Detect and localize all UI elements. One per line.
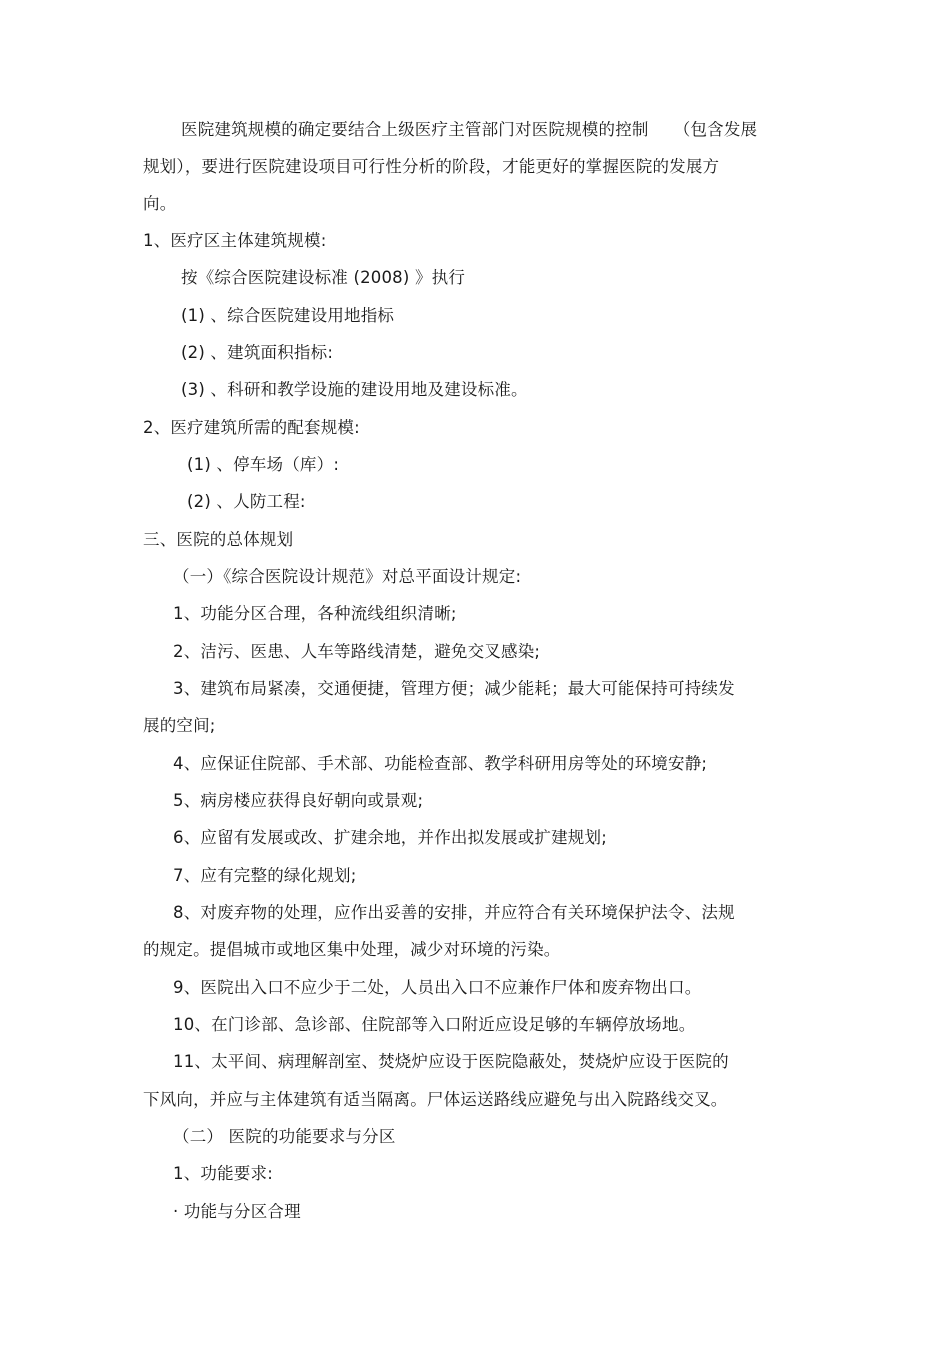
list-item-continuation: 的规定。提倡城市或地区集中处理，减少对环境的污染。 bbox=[143, 940, 561, 959]
list-item: 2、洁污、医患、人车等路线清楚，避免交叉感染; bbox=[173, 642, 541, 661]
list-item: (1) 、综合医院建设用地指标 bbox=[181, 306, 395, 325]
paragraph-intro-line-2: 规划），要进行医院建设项目可行性分析的阶段，才能更好的掌握医院的发展方 bbox=[143, 157, 720, 176]
standard-reference: 按《综合医院建设标准 (2008) 》执行 bbox=[181, 268, 466, 287]
list-item: 3、建筑布局紧凑，交通便捷，管理方便；减少能耗；最大可能保持可持续发 bbox=[173, 679, 735, 698]
list-item: (1) 、停车场（库）: bbox=[187, 455, 340, 474]
list-item: 1、功能要求: bbox=[173, 1164, 273, 1183]
list-item: 1、功能分区合理，各种流线组织清晰; bbox=[173, 604, 457, 623]
list-item: 10、在门诊部、急诊部、住院部等入口附近应设足够的车辆停放场地。 bbox=[173, 1015, 696, 1034]
bullet-item: · 功能与分区合理 bbox=[173, 1202, 301, 1221]
list-item-continuation: 下风向，并应与主体建筑有适当隔离。尸体运送路线应避免与出入院路线交叉。 bbox=[143, 1090, 728, 1109]
list-item: 7、应有完整的绿化规划; bbox=[173, 866, 357, 885]
list-item: 8、对废弃物的处理，应作出妥善的安排，并应符合有关环境保护法令、法规 bbox=[173, 903, 735, 922]
list-item: 4、应保证住院部、手术部、功能检查部、教学科研用房等处的环境安静; bbox=[173, 754, 708, 773]
section-heading-2: 2、医疗建筑所需的配套规模: bbox=[143, 418, 360, 437]
list-item: 5、病房楼应获得良好朝向或景观; bbox=[173, 791, 424, 810]
section-heading-1: 1、医疗区主体建筑规模: bbox=[143, 231, 327, 250]
list-item: (2) 、建筑面积指标: bbox=[181, 343, 334, 362]
list-item: (2) 、人防工程: bbox=[187, 492, 306, 511]
list-item: (3) 、科研和教学设施的建设用地及建设标准。 bbox=[181, 380, 528, 399]
list-item-continuation: 展的空间; bbox=[143, 716, 216, 735]
list-item: 6、应留有发展或改、扩建余地，并作出拟发展或扩建规划; bbox=[173, 828, 607, 847]
paragraph-intro-line-3: 向。 bbox=[143, 194, 177, 213]
subsection-heading: （一）《综合医院设计规范》对总平面设计规定: bbox=[173, 567, 522, 586]
list-item: 9、医院出入口不应少于二处，人员出入口不应兼作尸体和废弃物出口。 bbox=[173, 978, 702, 997]
paragraph-intro-line-1: 医院建筑规模的确定要结合上级医疗主管部门对医院规模的控制 （包含发展 bbox=[181, 120, 758, 139]
chapter-heading: 三、医院的总体规划 bbox=[143, 530, 294, 549]
subsection-heading: （二） 医院的功能要求与分区 bbox=[173, 1127, 396, 1146]
list-item: 11、太平间、病理解剖室、焚烧炉应设于医院隐蔽处，焚烧炉应设于医院的 bbox=[173, 1052, 729, 1071]
